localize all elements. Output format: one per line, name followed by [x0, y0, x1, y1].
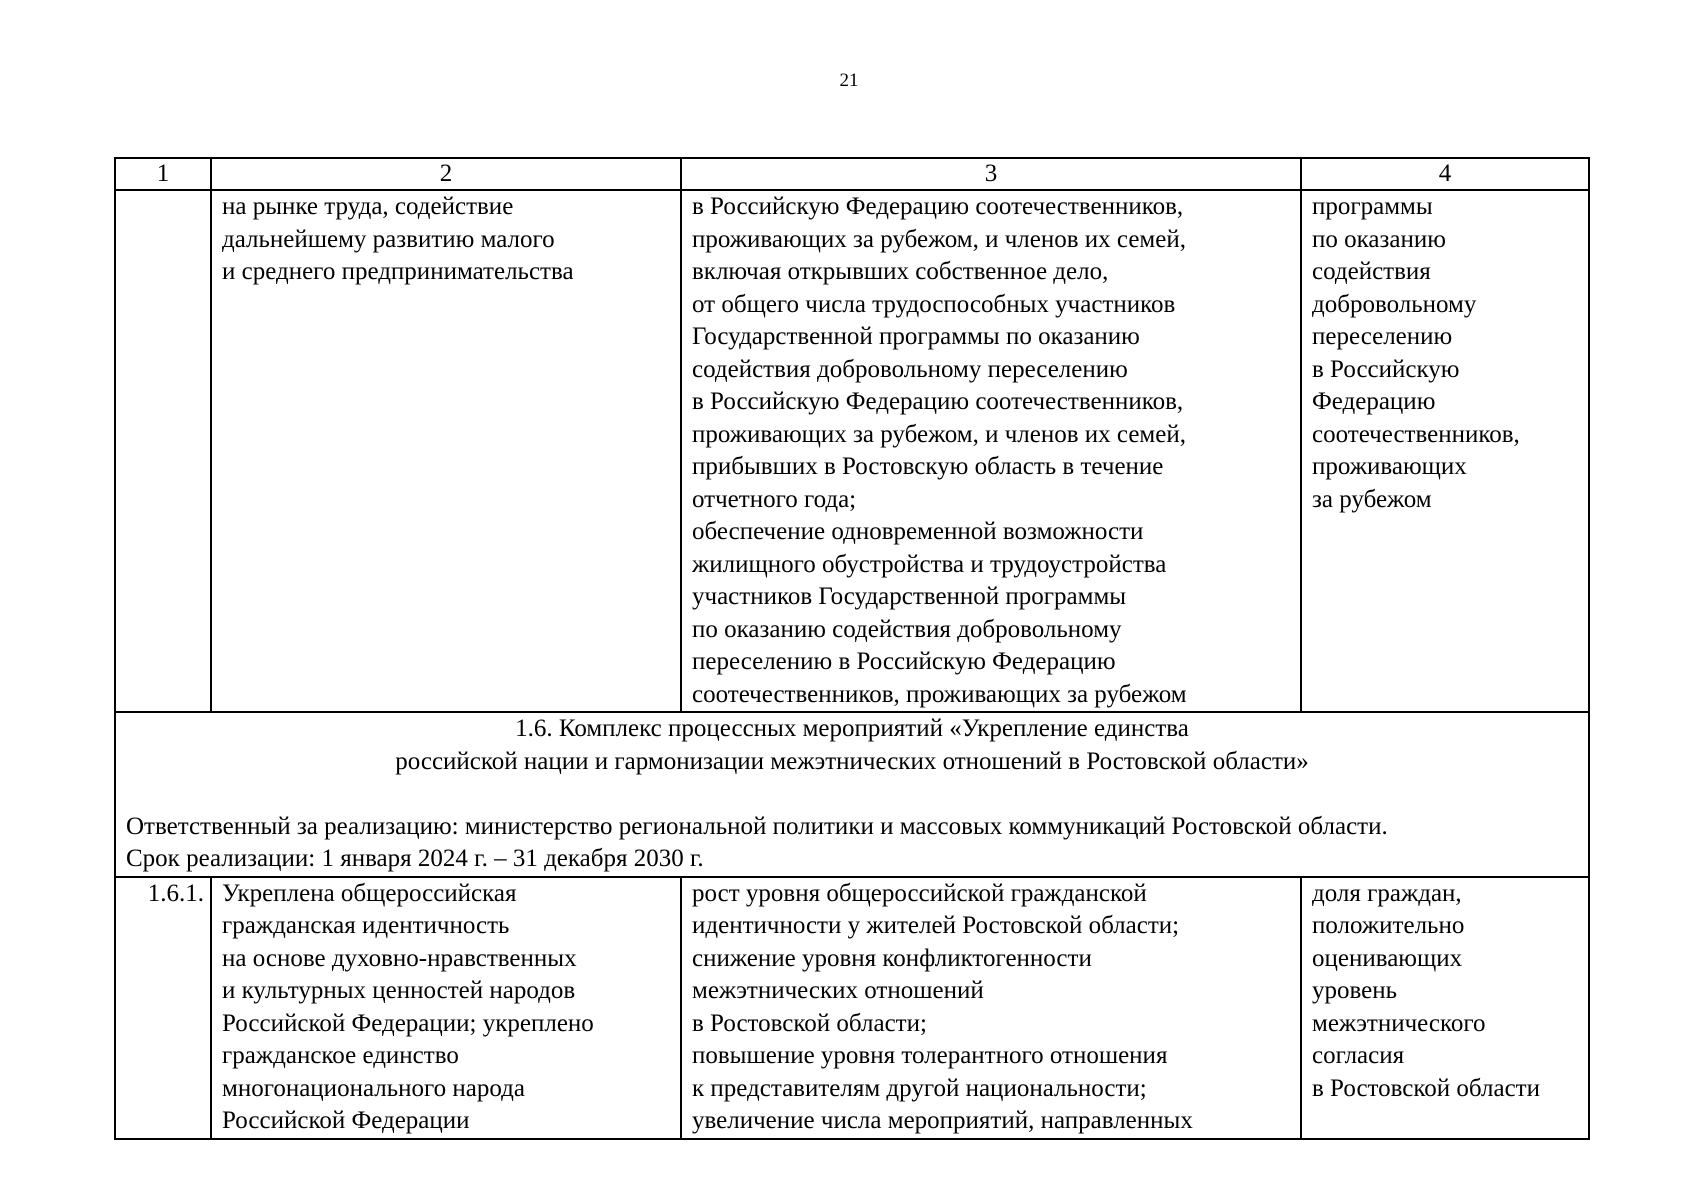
cell-task-text: Укреплена общероссийская гражданская идентичность на основе духовно-нравственных и культурных ценностей народов Российской Федерации; укреплено гражданское единство многонационального народа Российской Федерации — [222, 879, 594, 1134]
section-responsible: Ответственный за реализацию: министерство региональной политики и массовых коммуникаций Ростовской области. — [126, 812, 1388, 840]
cell-number-text: 1.6.1. — [147, 879, 204, 907]
table-row-continuation — [115, 190, 1589, 712]
cell-indicator — [1301, 190, 1589, 712]
cell-effects-text: в Российскую Федерацию соотечественников, проживающих за рубежом, и членов их семей, включая открывших собственное дело, от общего числа трудоспособных участников Государственной программы по оказанию содействия добровольному переселению в Российскую Федерацию соотечественников, проживающих за рубежом, и членов их семей, прибывших в Ростовскую область в течение отчетного года; обеспечение одновременной возможности жилищного обустройства и трудоустройства участников Государственной программы по оказанию содействия добровольному переселению в Российскую Федерацию соотечественников, проживающих за рубежом — [692, 193, 1187, 708]
cell-indicator-text: доля граждан, положительно оценивающих уровень межэтнического согласия в Ростовской области — [1312, 879, 1540, 1102]
cell-task-text: на рынке труда, содействие дальнейшему развитию малого и среднего предпринимательства — [222, 193, 574, 285]
section-term: Срок реализации: 1 января 2024 г. – 31 декабря 2030 г. — [126, 845, 704, 872]
cell-number — [115, 190, 211, 712]
table-row-1-6-1 — [115, 877, 1589, 1139]
section-header-cell — [115, 712, 1589, 877]
page-number: 21 — [839, 70, 859, 91]
cell-task — [211, 877, 681, 1139]
section-header-row — [115, 712, 1589, 877]
column-header-1: 1 — [115, 158, 211, 190]
section-spacer — [126, 778, 1578, 811]
cell-task — [211, 190, 681, 712]
cell-effects-text: рост уровня общероссийской гражданской идентичности у жителей Ростовской области; снижение уровня конфликтогенности межэтнических отношений в Ростовской области; повышение уровня толерантного отношения к представителям другой национальности; увеличение числа мероприятий, направленных — [692, 879, 1193, 1134]
cell-indicator — [1301, 877, 1589, 1139]
table-header-row — [115, 158, 1589, 190]
column-header-4: 4 — [1301, 158, 1589, 190]
cell-indicator-text: программы по оказанию содействия добровольному переселению в Российскую Федерацию соотечественников, проживающих за рубежом — [1312, 193, 1520, 513]
column-header-2: 2 — [211, 158, 681, 190]
cell-effects — [681, 190, 1301, 712]
cell-effects — [681, 877, 1301, 1139]
column-header-3: 3 — [681, 158, 1301, 190]
measures-table — [114, 157, 1590, 1140]
cell-number — [115, 877, 211, 1139]
section-title: 1.6. Комплекс процессных мероприятий «Укрепление единства российской нации и гармонизации межэтнических отношений в Ростовской области» — [395, 715, 1309, 775]
